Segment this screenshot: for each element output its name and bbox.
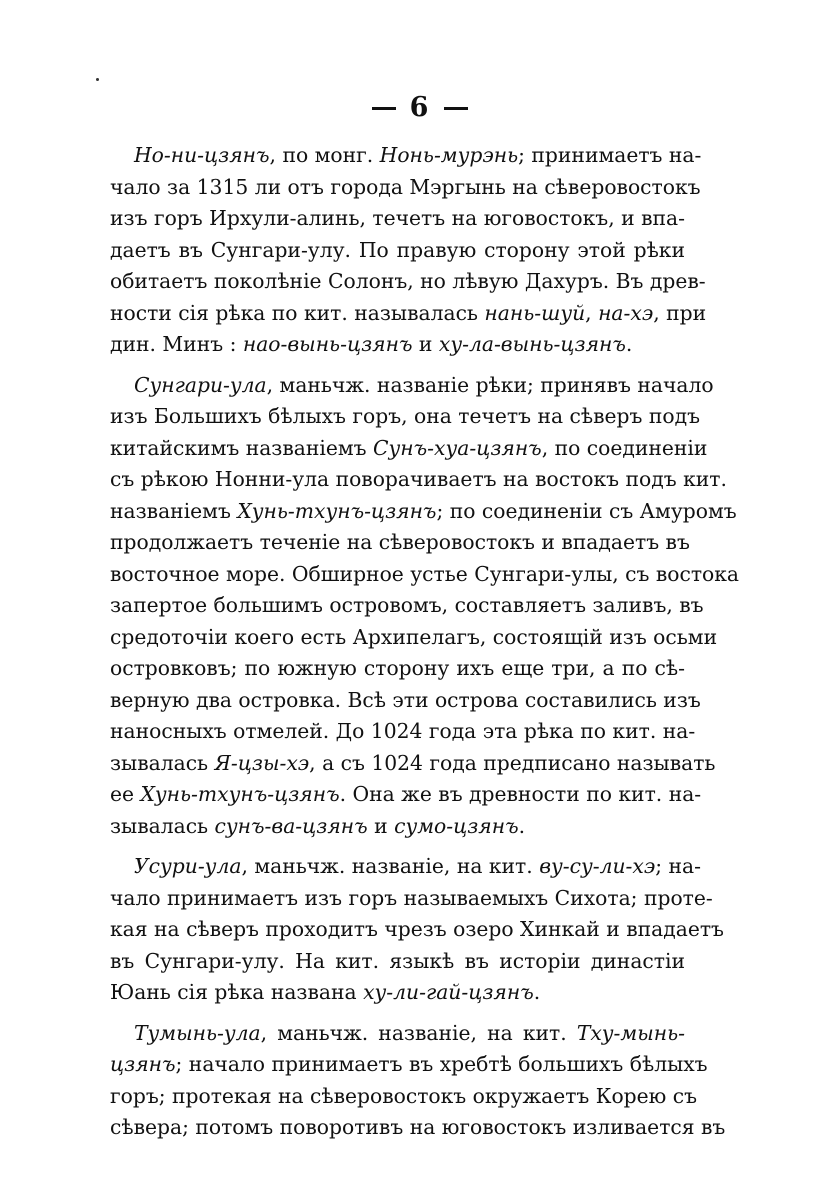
text-run: . [518, 813, 526, 838]
italic-term: Но-ни-цзянъ [134, 143, 270, 167]
italic-term: Сунгари-ула [134, 372, 267, 397]
text-run: изъ Большихъ бѣлыхъ горъ, она течетъ на сѣверъ подъ [110, 404, 700, 428]
text-line [110, 496, 737, 528]
text-line [110, 203, 685, 235]
italic-term: Тху-мынь- [576, 1020, 685, 1045]
text-run: обитаетъ поколѣніе Солонъ, но лѣвую Дахуръ. Въ древ- [110, 269, 706, 293]
paragraph-gap [110, 361, 685, 370]
text-run: чало за 1315 ли отъ города Мэргынь на сѣверовостокъ [110, 174, 701, 199]
text-line [110, 464, 727, 496]
text-run: въ Сунгари-улу. На кит. языкѣ въ исторіи династіи [110, 948, 685, 973]
text-run: , [585, 300, 599, 325]
text-run: наносныхъ отмелей. До 1024 года эта рѣка по кит. на- [110, 719, 696, 743]
text-run: , по соединеніи [541, 435, 708, 460]
text-run: . [625, 332, 633, 356]
text-run: сѣвера; потомъ поворотивъ на юговостокъ изливается въ [110, 1115, 726, 1139]
text-line [110, 622, 718, 654]
text-run: зывалась [110, 750, 215, 775]
italic-term: Хунь-тхунъ-цзянъ [140, 782, 340, 806]
text-run: , при [653, 300, 707, 325]
text-run: и [412, 332, 439, 356]
text-run: даетъ въ Сунгари-улу. По правую сторону этой рѣки [110, 237, 685, 262]
text-line [110, 1081, 698, 1113]
paragraph [110, 1018, 726, 1144]
text-line [110, 653, 685, 685]
text-run: зывалась [110, 813, 215, 838]
text-line [110, 140, 702, 172]
italic-term: сумо-цзянъ [394, 813, 519, 838]
paragraph-gap [110, 842, 685, 851]
text-run: , маньчж. названіе рѣки; принявъ начало [266, 372, 714, 397]
text-run: изъ горъ Ирхули-алинь, течетъ на юговостокъ, и впа- [110, 206, 685, 230]
text-line [110, 1049, 708, 1081]
text-line [110, 748, 716, 780]
paragraph [110, 140, 707, 361]
italic-term: ху-ли-гай-цзянъ [363, 980, 534, 1004]
italic-term: нань-шуй [484, 300, 586, 325]
text-line [110, 235, 685, 267]
italic-term: сунъ-ва-цзянъ [214, 813, 368, 838]
text-run: ; на- [655, 854, 701, 878]
text-run: продолжаетъ теченіе на сѣверовостокъ и впадаетъ въ [110, 530, 690, 554]
italic-term: цзянъ [110, 1052, 176, 1076]
text-line [110, 811, 685, 843]
text-run: островковъ; по южную сторону ихъ еще три, а по сѣ- [110, 656, 685, 680]
text-run: кая на сѣверъ проходитъ чрезъ озеро Хинкай и впадаетъ [110, 917, 724, 941]
text-run: ности сія рѣка по кит. называлась [110, 300, 485, 325]
text-run: китайскимъ названіемъ [110, 435, 374, 460]
text-line [110, 329, 685, 361]
text-run: средоточіи коего есть Архипелагъ, состоящій изъ осьми [110, 624, 718, 649]
text-line [110, 883, 713, 915]
italic-term: на-хэ [598, 300, 654, 325]
text-run: ее [110, 782, 141, 806]
text-run: . Она же въ древности по кит. на- [339, 782, 702, 806]
italic-term: Я-цзы-хэ [214, 750, 310, 775]
italic-term: ву-су-ли-хэ [539, 854, 656, 878]
page-number: 6 [409, 92, 431, 123]
text-run: , маньчж. названіе, на кит. [260, 1020, 577, 1045]
text-run: дин. Минъ : [110, 332, 243, 356]
text-line [110, 716, 696, 748]
text-line [110, 685, 701, 717]
text-run: , по монг. [269, 143, 380, 167]
text-line [110, 914, 724, 946]
text-run: горъ; протекая на сѣверовостокъ окружаетъ Корею съ [110, 1083, 698, 1108]
text-line [110, 946, 685, 978]
text-run: Юань сія рѣка названа [110, 980, 364, 1004]
text-run: , а съ 1024 года предписано называть [309, 750, 716, 775]
text-run: ; принимаетъ на- [518, 143, 702, 167]
body-text [110, 140, 740, 1144]
text-line [110, 433, 708, 465]
text-line [110, 779, 702, 811]
text-line [110, 851, 701, 883]
text-line [110, 298, 707, 330]
italic-term: ху-ла-вынь-цзянъ [438, 332, 626, 356]
text-run: названіемъ [110, 498, 238, 523]
text-line [110, 977, 685, 1009]
paragraph [110, 851, 724, 1009]
text-line [110, 590, 704, 622]
ink-speck [96, 78, 99, 81]
text-run: запертое большимъ островомъ, составляетъ заливъ, въ [110, 593, 704, 617]
text-line [110, 1018, 685, 1050]
italic-term: нао-вынь-цзянъ [242, 332, 413, 356]
text-line [110, 172, 701, 204]
text-line [110, 1112, 726, 1144]
page-header [0, 92, 840, 123]
italic-term: Тумынь-ула [134, 1020, 261, 1045]
text-run: , маньчж. названіе, на кит. [241, 854, 540, 878]
text-run: ; по соединеніи съ Амуромъ [436, 498, 737, 523]
italic-term: Усури-ула [134, 854, 242, 878]
header-dash-right [444, 107, 468, 110]
text-line [110, 401, 700, 433]
text-run: верную два островка. Всѣ эти острова составились изъ [110, 687, 701, 712]
text-run: ; начало принимаетъ въ хребтѣ большихъ бѣлыхъ [175, 1052, 708, 1076]
text-line [110, 370, 714, 402]
text-run: . [533, 980, 541, 1004]
text-line [110, 559, 740, 591]
text-run: чало принимаетъ изъ горъ называемыхъ Сихота; проте- [110, 885, 713, 910]
text-line [110, 527, 690, 559]
paragraph [110, 370, 740, 843]
paragraph-gap [110, 1009, 685, 1018]
text-run: съ рѣкою Нонни-ула поворачиваетъ на востокъ подъ кит. [110, 467, 727, 491]
italic-term: Нонь-мурэнь [379, 143, 519, 167]
text-run: восточное море. Обширное устье Сунгари-улы, съ востока [110, 561, 740, 586]
header-dash-left [372, 107, 396, 110]
text-line [110, 266, 706, 298]
text-run: и [367, 813, 395, 838]
italic-term: Хунь-тхунъ-цзянъ [237, 498, 437, 523]
italic-term: Сунъ-хуа-цзянъ [373, 435, 542, 460]
